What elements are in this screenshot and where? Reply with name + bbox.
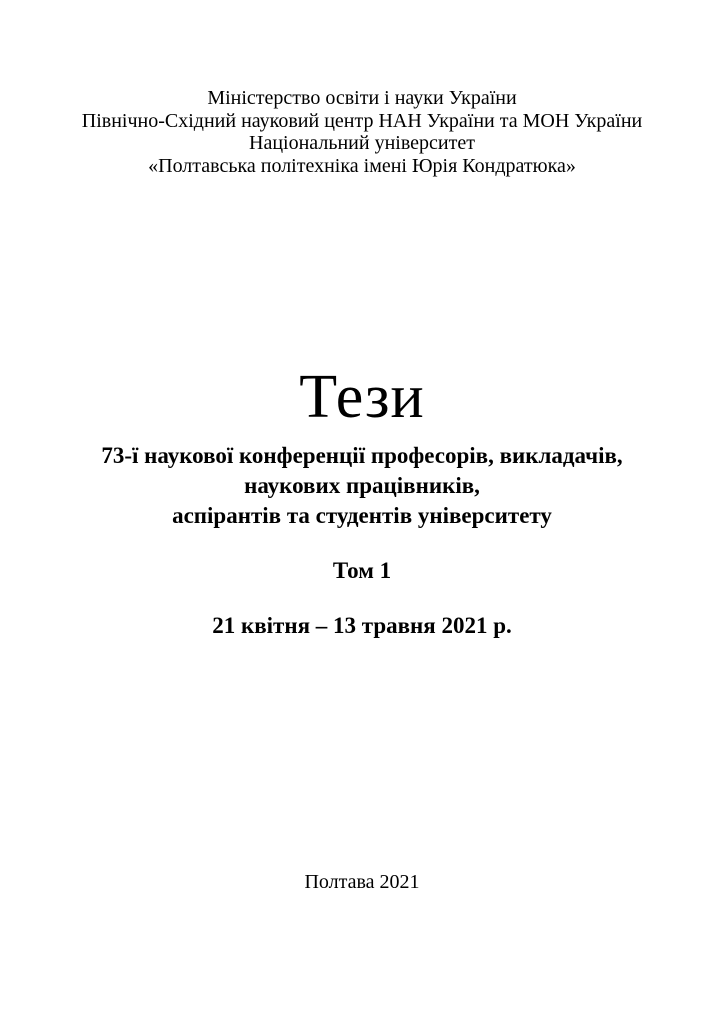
conference-subtitle [0, 441, 724, 531]
volume-label: Том 1 [332, 558, 392, 583]
subtitle-line-2: наукових працівників, [244, 473, 480, 498]
page-title: Тези [299, 363, 425, 431]
university-line: Національний університет [249, 132, 475, 154]
date-range: 21 квітня – 13 травня 2021 р. [212, 613, 512, 638]
science-center-line: Північно-Східний науковий центр НАН України та МОН України [81, 109, 643, 132]
subtitle-line-1: 73-ї наукової конференції професорів, викладачів, [101, 443, 623, 468]
university-name-line: «Полтавська політехніка імені Юрія Кондратюка» [148, 154, 576, 177]
subtitle-line-3: аспірантів та студентів університету [172, 503, 552, 528]
institution-header [0, 87, 724, 177]
imprint: Полтава 2021 [304, 871, 420, 893]
ministry-line: Міністерство освіти і науки України [207, 87, 517, 109]
